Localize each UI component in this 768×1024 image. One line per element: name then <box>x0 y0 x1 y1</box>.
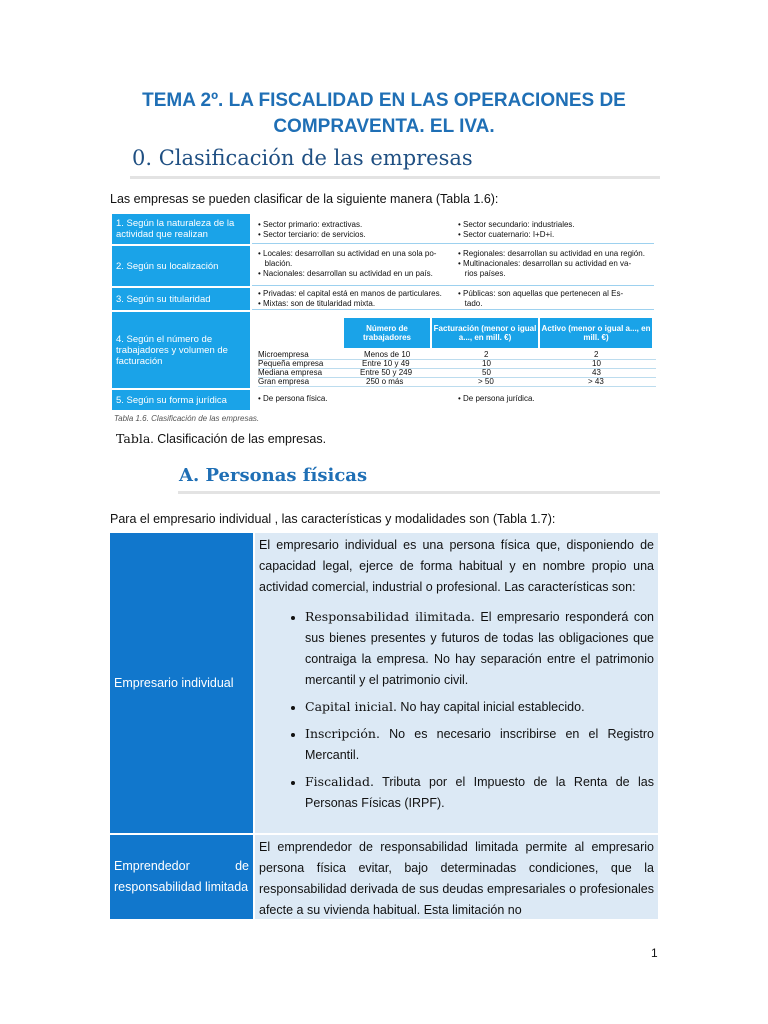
t16-row-5-right: • De persona jurídica. <box>458 394 535 403</box>
row-label-emprendedor: Emprendedor de responsabilidad limitada <box>110 835 253 919</box>
bullet-term: Capital inicial. <box>305 699 397 714</box>
size-name: Gran empresa <box>258 377 310 386</box>
t16-row-5-left: • De persona física. <box>258 394 328 403</box>
section-0-heading: 0. Clasificación de las empresas <box>132 146 473 170</box>
size-workers: Menos de 10 <box>364 350 411 359</box>
t16-row-5-label: 5. Según su forma jurídica <box>112 390 250 410</box>
row-label-empresario-individual: Empresario individual <box>110 533 253 833</box>
size-name: Mediana empresa <box>258 368 323 377</box>
page-number: 1 <box>651 946 658 960</box>
table-row <box>110 835 658 919</box>
list-item <box>305 606 654 691</box>
bullet-text: Tributa por el Impuesto de la Renta de las Personas Físicas (IRPF). <box>305 775 654 810</box>
t16-size-row <box>258 377 656 387</box>
row-content-emprendedor: El emprendedor de responsabilidad limitada permite al empresario persona física evitar, bajo determinadas condiciones, que la responsabilidad derivada de sus deudas empresariales o profesionales afecte a su vivienda habitual. Esta limitación no <box>255 835 658 919</box>
bullet-text: No es necesario inscribirse en el Registro Mercantil. <box>305 727 654 762</box>
table-caption <box>116 431 326 446</box>
characteristics-list <box>259 606 654 814</box>
list-item <box>305 696 654 718</box>
list-item <box>305 771 654 814</box>
t16-row-3-content <box>252 288 654 310</box>
t16-row-4-label: 4. Según el número de trabajadores y volumen de facturación <box>112 312 250 388</box>
section-0-intro: Las empresas se pueden clasificar de la siguiente manera (Tabla 1.6): <box>110 192 499 206</box>
t16-header-activo: Activo (menor o igual a..., en mill. €) <box>540 318 652 348</box>
document-title <box>0 88 768 140</box>
section-0-rule <box>130 176 660 179</box>
size-fact: 10 <box>482 359 491 368</box>
bullet-text: El empresario responderá con sus bienes presentes y futuros de todas las obligaciones que contraiga la empresa. No hay separación entre el patrimonio mercantil y el patrimonio civil. <box>305 610 654 687</box>
size-activo: > 43 <box>588 377 604 386</box>
table-row <box>110 533 658 833</box>
size-activo: 10 <box>592 359 601 368</box>
t16-row-2-label: 2. Según su localización <box>112 246 250 286</box>
section-a-heading: A. Personas físicas <box>179 465 368 486</box>
table-1-6-image-caption: Tabla 1.6. Clasificación de las empresas. <box>114 414 260 423</box>
size-fact: > 50 <box>478 377 494 386</box>
size-name: Pequeña empresa <box>258 359 324 368</box>
table-caption-prefix: Tabla <box>116 431 151 446</box>
t16-row-3-label: 3. Según su titularidad <box>112 288 250 310</box>
row-content-empresario-individual <box>255 533 658 833</box>
bullet-term: Inscripción. <box>305 726 380 741</box>
bullet-term: Fiscalidad. <box>305 774 374 789</box>
t16-row-5-content <box>252 390 654 410</box>
size-fact: 50 <box>482 368 491 377</box>
bullet-text: No hay capital inicial establecido. <box>396 700 585 714</box>
classification-table-image <box>112 214 656 410</box>
empresario-description: El empresario individual es una persona física que, disponiendo de capacidad legal, ejerce de forma habitual y en nombre propio una actividad comercial, industrial o profesional. Las características son: <box>259 538 654 594</box>
size-workers: Entre 10 y 49 <box>362 359 410 368</box>
section-a-intro: Para el empresario individual , las características y modalidades son (Tabla 1.7): <box>110 512 556 526</box>
t16-header-facturacion: Facturación (menor o igual a..., en mill. €) <box>432 318 538 348</box>
t16-row-3-right: • Públicas: son aquellas que pertenecen al Es- tado. <box>458 289 624 308</box>
size-workers: 250 o más <box>366 377 404 386</box>
t16-header-workers: Número de trabajadores <box>344 318 430 348</box>
list-item <box>305 723 654 766</box>
size-activo: 43 <box>592 368 601 377</box>
t16-row-1-left: • Sector primario: extractivas. • Sector terciario: de servicios. <box>258 220 366 239</box>
t16-row-3-left: • Privadas: el capital está en manos de particulares. • Mixtas: son de titularidad mixta. <box>258 289 442 308</box>
title-line-2: COMPRAVENTA. EL IVA. <box>273 116 495 137</box>
size-workers: Entre 50 y 249 <box>360 368 413 377</box>
t16-row-1-right: • Sector secundario: industriales. • Sector cuaternario: I+D+i. <box>458 220 575 239</box>
size-name: Microempresa <box>258 350 309 359</box>
t16-row-2-left: • Locales: desarrollan su actividad en una sola po- blación. • Nacionales: desarrollan su actividad en un país. <box>258 249 437 278</box>
bullet-term: Responsabilidad ilimitada. <box>305 609 475 624</box>
size-activo: 2 <box>594 350 599 359</box>
section-a-rule <box>178 491 660 494</box>
t16-row-1-content <box>252 214 654 244</box>
t16-row-2-content <box>252 246 654 286</box>
table-caption-text: . Clasificación de las empresas. <box>150 432 327 446</box>
size-fact: 2 <box>484 350 489 359</box>
t16-row-1-label: 1. Según la naturaleza de la actividad que realizan <box>112 214 250 244</box>
t16-row-2-right: • Regionales: desarrollan su actividad en una región. • Multinacionales: desarrollan su actividad en va- rios países. <box>458 249 645 278</box>
title-line-1: TEMA 2º. LA FISCALIDAD EN LAS OPERACIONES DE <box>142 90 626 111</box>
